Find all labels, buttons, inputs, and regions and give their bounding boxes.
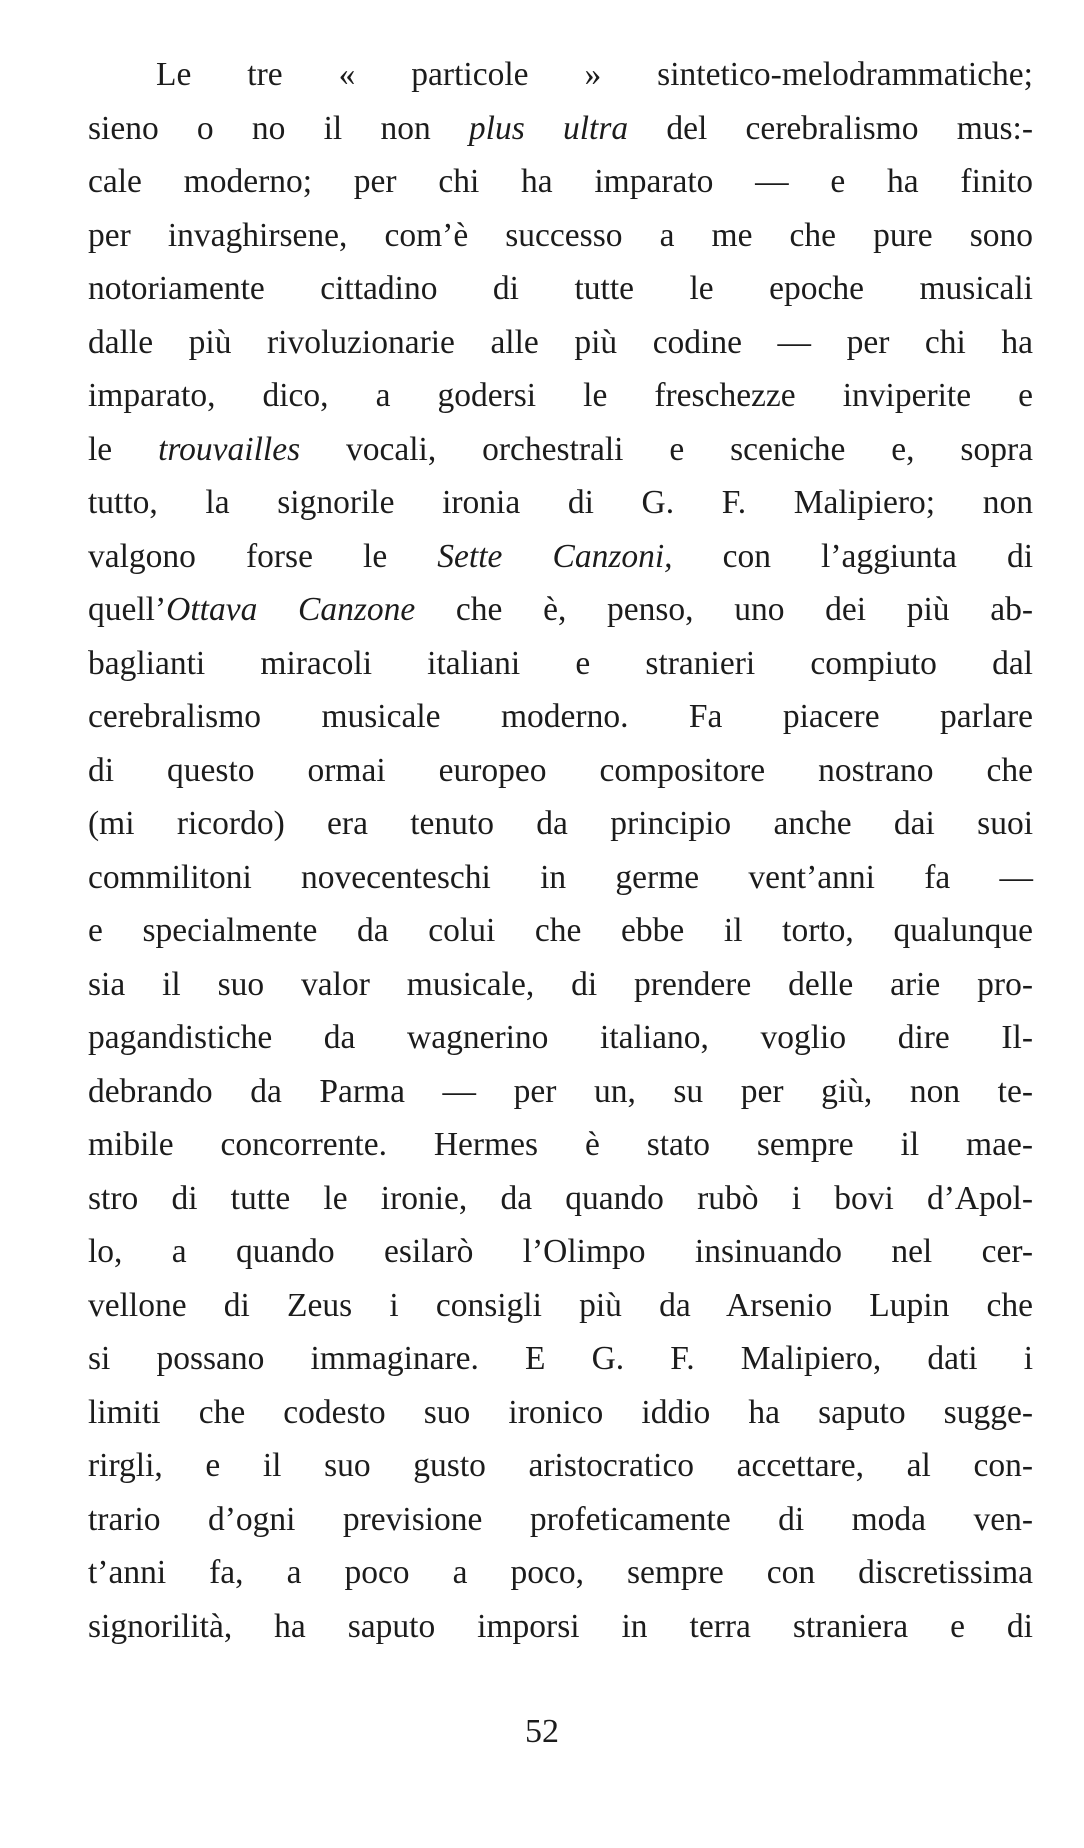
text-segment: signorilità, ha saputo imporsi in terra straniera e di bbox=[88, 1607, 1033, 1645]
text-segment: trario d’ogni previsione profeticamente di moda ven- bbox=[88, 1500, 1033, 1538]
text-line bbox=[88, 369, 1033, 423]
text-segment: rirgli, e il suo gusto aristocratico accettare, al con- bbox=[88, 1447, 1033, 1484]
text-segment: (mi ricordo) era tenuto da principio anche dai suoi bbox=[88, 805, 1033, 842]
text-segment: con l’aggiunta di bbox=[672, 537, 1034, 575]
text-line bbox=[88, 851, 1033, 905]
text-segment: baglianti miracoli italiani e stranieri compiuto dal bbox=[88, 644, 1033, 682]
text-line bbox=[88, 1011, 1033, 1065]
text-segment: debrando da Parma — per un, su per giù, non te- bbox=[88, 1072, 1033, 1110]
text-line bbox=[88, 1493, 1033, 1547]
italic-segment: plus ultra bbox=[468, 109, 629, 147]
text-segment: notoriamente cittadino di tutte le epoche musicali bbox=[88, 270, 1033, 307]
text-segment: stro di tutte le ironie, da quando rubò i bovi d’Apol- bbox=[88, 1179, 1033, 1217]
text-segment: tutto, la signorile ironia di G. F. Malipiero; non bbox=[88, 484, 1033, 521]
italic-segment: trouvailles bbox=[158, 430, 301, 468]
text-line bbox=[88, 1332, 1033, 1386]
text-segment: sia il suo valor musicale, di prendere delle arie pro- bbox=[88, 965, 1033, 1003]
text-line bbox=[88, 1279, 1033, 1333]
text-segment: del cerebralismo mus:- bbox=[628, 109, 1034, 147]
text-line bbox=[88, 1546, 1033, 1600]
text-segment: che è, penso, uno dei più ab- bbox=[415, 591, 1033, 628]
text-segment: pagandistiche da wagnerino italiano, voglio dire Il- bbox=[88, 1019, 1033, 1056]
text-segment: si possano immaginare. E G. F. Malipiero, dati i bbox=[88, 1340, 1033, 1377]
text-segment: imparato, dico, a godersi le freschezze inviperite e bbox=[88, 377, 1033, 414]
text-segment: cerebralismo musicale moderno. Fa piacere parlare bbox=[88, 698, 1033, 735]
text-line bbox=[88, 637, 1033, 691]
text-segment: quell’ bbox=[88, 591, 167, 628]
text-line bbox=[88, 583, 1033, 637]
text-segment: valgono forse le bbox=[88, 537, 438, 575]
text-line bbox=[88, 423, 1033, 477]
text-line bbox=[88, 262, 1033, 316]
text-segment: t’anni fa, a poco a poco, sempre con discretissima bbox=[88, 1554, 1033, 1591]
text-line bbox=[88, 1065, 1033, 1119]
text-line bbox=[88, 102, 1033, 156]
text-line bbox=[88, 797, 1033, 851]
body-paragraph bbox=[88, 48, 1033, 1653]
text-segment: e specialmente da colui che ebbe il torto, qualunque bbox=[88, 912, 1033, 949]
text-line bbox=[88, 690, 1033, 744]
text-line bbox=[88, 1172, 1033, 1226]
text-segment: mibile concorrente. Hermes è stato sempre il mae- bbox=[88, 1126, 1033, 1163]
text-segment: lo, a quando esilarò l’Olimpo insinuando nel cer- bbox=[88, 1233, 1033, 1270]
text-line bbox=[88, 476, 1033, 530]
text-line bbox=[88, 1386, 1033, 1440]
text-line bbox=[88, 530, 1033, 584]
text-segment: cale moderno; per chi ha imparato — e ha finito bbox=[88, 163, 1033, 200]
text-segment: vellone di Zeus i consigli più da Arsenio Lupin che bbox=[88, 1286, 1033, 1324]
text-segment: le bbox=[88, 430, 159, 468]
text-line bbox=[88, 904, 1033, 958]
text-segment: di questo ormai europeo compositore nostrano che bbox=[88, 751, 1033, 789]
text-line bbox=[88, 744, 1033, 798]
text-segment: per invaghirsene, com’è successo a me che pure sono bbox=[88, 216, 1033, 254]
text-segment: Le tre « particole » sintetico-melodrammatiche; bbox=[156, 56, 1033, 93]
text-line bbox=[88, 209, 1033, 263]
text-line bbox=[88, 1439, 1033, 1493]
text-line bbox=[88, 1225, 1033, 1279]
text-line bbox=[88, 1118, 1033, 1172]
text-segment: dalle più rivoluzionarie alle più codine — per chi ha bbox=[88, 323, 1033, 361]
text-line bbox=[88, 316, 1033, 370]
text-segment: commilitoni novecenteschi in germe vent’anni fa — bbox=[88, 858, 1033, 896]
text-segment: limiti che codesto suo ironico iddio ha saputo sugge- bbox=[88, 1393, 1033, 1431]
text-segment: vocali, orchestrali e sceniche e, sopra bbox=[300, 430, 1033, 468]
italic-segment: Sette Canzoni, bbox=[437, 537, 673, 575]
text-line bbox=[88, 155, 1033, 209]
text-segment: sieno o no il non bbox=[88, 109, 469, 147]
page-number: 52 bbox=[525, 1713, 559, 1750]
text-line bbox=[88, 1600, 1033, 1654]
italic-segment: Ottava Canzone bbox=[166, 591, 416, 628]
text-line bbox=[88, 48, 1033, 102]
text-line bbox=[88, 958, 1033, 1012]
